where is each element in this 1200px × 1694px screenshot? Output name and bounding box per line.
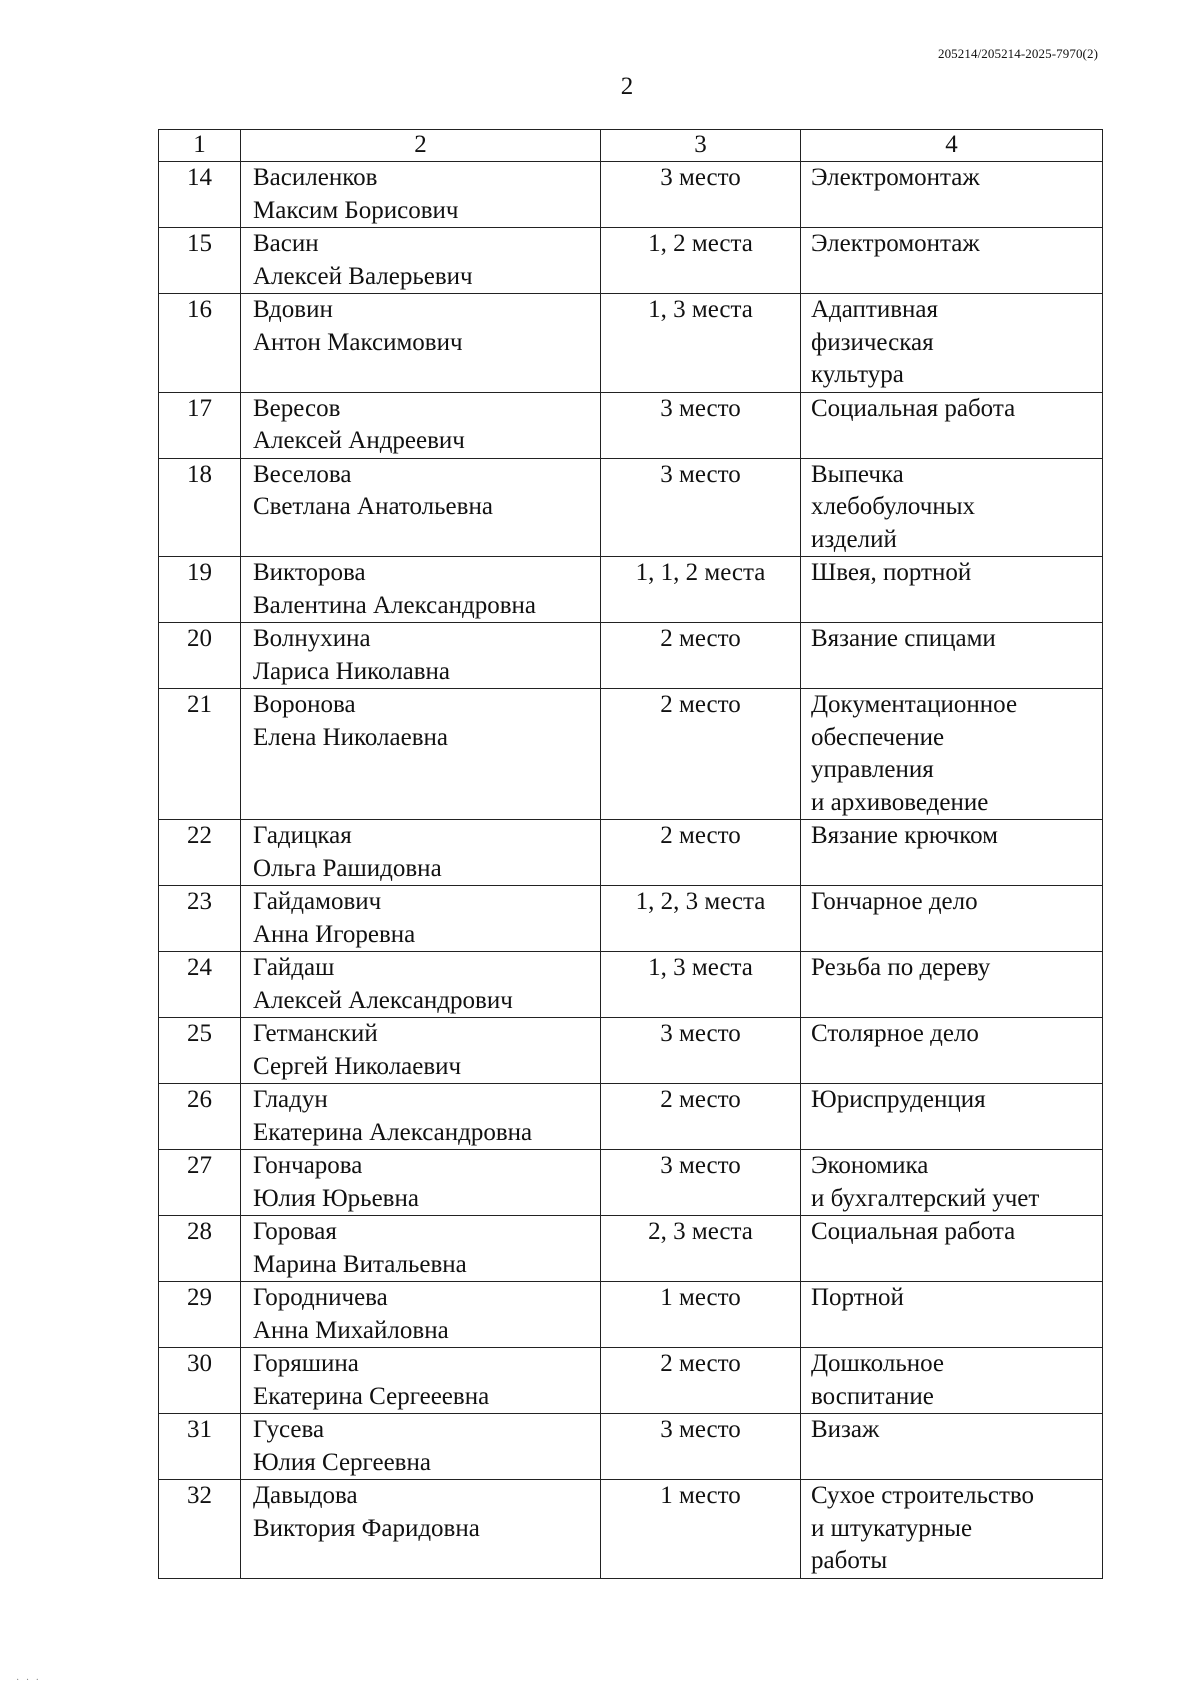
award-place: 1, 2 места [601,228,801,294]
row-number: 15 [159,228,241,294]
row-number: 30 [159,1348,241,1414]
participant-given-names: Юлия Сергеевна [253,1448,431,1476]
competency-line: Экономика [811,1152,929,1179]
table-row [159,1348,1103,1414]
award-place: 1, 3 места [601,294,801,393]
participant-name [241,228,601,294]
award-place: 2 место [601,689,801,820]
competency-line: Резьба по дереву [811,954,991,981]
competency [801,392,1103,458]
participant-surname: Вересов [253,394,341,422]
table-row [159,1282,1103,1348]
row-number: 32 [159,1480,241,1579]
participant-given-names: Алексей Александрович [253,986,513,1014]
competency [801,952,1103,1018]
competency-line: и бухгалтерский учет [811,1184,1040,1212]
row-number: 28 [159,1216,241,1282]
competency [801,1348,1103,1414]
award-place: 1 место [601,1480,801,1579]
competency-line: обеспечение [811,723,945,751]
participant-surname: Викторова [253,559,366,586]
participant-given-names: Елена Николаевна [253,723,448,751]
participant-given-names: Анна Игоревна [253,920,416,948]
table-body [159,130,1103,1579]
competency-line: Визаж [811,1416,880,1443]
row-number: 14 [159,162,241,228]
competency-line: Юриспруденция [811,1086,986,1113]
table-row [159,820,1103,886]
award-place: 2 место [601,1348,801,1414]
competency-line: Социальная работа [811,1218,1016,1245]
participant-given-names: Максим Борисович [253,196,459,224]
participant-given-names: Екатерина Сергееевна [253,1382,490,1410]
award-place: 2, 3 места [601,1216,801,1282]
participant-surname: Давыдова [253,1482,358,1509]
competency-line: Адаптивная [811,296,939,323]
column-header: 4 [801,130,1103,162]
competency [801,886,1103,952]
participant-surname: Городничева [253,1284,388,1311]
participant-surname: Горяшина [253,1350,359,1377]
participant-given-names: Марина Витальевна [253,1250,467,1278]
competency-line: Выпечка [811,460,904,488]
competency-line: Портной [811,1284,904,1311]
row-number: 17 [159,392,241,458]
participant-name [241,952,601,1018]
award-place: 2 место [601,623,801,689]
scan-artifact: · · · [16,1675,41,1686]
participant-name [241,1018,601,1084]
participant-surname: Василенков [253,164,378,191]
competency-line: Вязание спицами [811,625,996,652]
award-place: 1, 1, 2 места [601,557,801,623]
competency [801,689,1103,820]
table-header-row [159,130,1103,162]
competency-line: Электромонтаж [811,230,980,257]
competency-line: Дошкольное [811,1350,945,1377]
award-place: 1, 2, 3 места [601,886,801,952]
competency-line: и архивоведение [811,788,989,816]
participant-surname: Воронова [253,691,356,718]
award-place: 3 место [601,392,801,458]
participant-name [241,689,601,820]
table-row [159,623,1103,689]
table-row [159,228,1103,294]
participant-given-names: Виктория Фаридовна [253,1514,480,1542]
participant-given-names: Анна Михайловна [253,1316,449,1344]
row-number: 19 [159,557,241,623]
participant-surname: Гетманский [253,1020,378,1047]
table-row [159,1150,1103,1216]
award-place: 1, 3 места [601,952,801,1018]
participant-surname: Гончарова [253,1152,363,1179]
competency-line: работы [811,1547,888,1574]
row-number: 25 [159,1018,241,1084]
award-place: 3 место [601,162,801,228]
page-number: 2 [620,73,634,100]
row-number: 31 [159,1414,241,1480]
competency-line: физическая [811,328,934,356]
participant-name [241,1150,601,1216]
competency [801,623,1103,689]
competency-line: культура [811,361,904,388]
results-table [158,129,1103,1579]
table-row [159,1216,1103,1282]
competency [801,1282,1103,1348]
table-row [159,1018,1103,1084]
participant-name [241,886,601,952]
participant-given-names: Ольга Рашидовна [253,854,442,882]
participant-given-names: Алексей Андреевич [253,427,465,454]
column-header: 2 [241,130,601,162]
row-number: 23 [159,886,241,952]
participant-given-names: Светлана Анатольевна [253,493,493,520]
table-row [159,294,1103,393]
participant-name [241,392,601,458]
competency [801,557,1103,623]
row-number: 26 [159,1084,241,1150]
competency [801,1216,1103,1282]
award-place: 2 место [601,820,801,886]
participant-name [241,1414,601,1480]
participant-surname: Гадицкая [253,822,352,849]
competency [801,162,1103,228]
competency-line: изделий [811,525,897,553]
row-number: 18 [159,458,241,557]
row-number: 21 [159,689,241,820]
participant-name [241,1084,601,1150]
row-number: 29 [159,1282,241,1348]
competency [801,1084,1103,1150]
participant-surname: Гайдаш [253,954,335,981]
participant-given-names: Екатерина Александровна [253,1118,533,1146]
participant-given-names: Сергей Николаевич [253,1052,462,1080]
participant-name [241,557,601,623]
column-header: 3 [601,130,801,162]
participant-name [241,294,601,393]
participant-name [241,162,601,228]
award-place: 2 место [601,1084,801,1150]
participant-name [241,1348,601,1414]
table-row [159,162,1103,228]
participant-surname: Вдовин [253,296,333,323]
award-place: 3 место [601,458,801,557]
competency-line: Швея, портной [811,559,972,586]
competency-line: хлебобулочных [811,493,976,520]
participant-surname: Горовая [253,1218,337,1245]
competency [801,1414,1103,1480]
award-place: 1 место [601,1282,801,1348]
participant-surname: Гусева [253,1416,325,1443]
participant-surname: Гайдамович [253,888,382,915]
row-number: 22 [159,820,241,886]
competency [801,1150,1103,1216]
participant-given-names: Валентина Александровна [253,591,536,619]
participant-name [241,1216,601,1282]
table-row [159,1414,1103,1480]
competency [801,294,1103,393]
participant-surname: Гладун [253,1086,328,1113]
table-row [159,952,1103,1018]
participant-given-names: Юлия Юрьевна [253,1184,419,1212]
competency-line: Вязание крючком [811,822,998,849]
competency-line: Гончарное дело [811,888,978,915]
row-number: 20 [159,623,241,689]
participant-name [241,458,601,557]
competency-line: Столярное дело [811,1020,979,1047]
competency-line: Социальная работа [811,394,1016,422]
competency [801,228,1103,294]
table-row [159,1480,1103,1579]
row-number: 27 [159,1150,241,1216]
participant-given-names: Лариса Николавна [253,657,451,685]
table-row [159,1084,1103,1150]
document-id: 205214/205214-2025-7970(2) [937,46,1098,61]
participant-name [241,623,601,689]
award-place: 3 место [601,1414,801,1480]
competency [801,1018,1103,1084]
column-header: 1 [159,130,241,162]
competency-line: Документационное [811,691,1018,718]
table-row [159,392,1103,458]
participant-name [241,1480,601,1579]
row-number: 16 [159,294,241,393]
competency-line: Электромонтаж [811,164,980,191]
competency-line: воспитание [811,1382,934,1410]
competency [801,820,1103,886]
competency-line: и штукатурные [811,1514,973,1542]
competency [801,1480,1103,1579]
competency [801,458,1103,557]
participant-surname: Васин [253,230,319,257]
participant-name [241,1282,601,1348]
participant-name [241,820,601,886]
participant-given-names: Алексей Валерьевич [253,262,473,290]
row-number: 24 [159,952,241,1018]
participant-surname: Волнухина [253,625,371,652]
table-row [159,886,1103,952]
award-place: 3 место [601,1018,801,1084]
award-place: 3 место [601,1150,801,1216]
table-row [159,689,1103,820]
competency-line: управления [811,756,934,783]
table-row [159,557,1103,623]
participant-given-names: Антон Максимович [253,328,463,356]
table-row [159,458,1103,557]
participant-surname: Веселова [253,460,352,488]
competency-line: Сухое строительство [811,1482,1035,1509]
